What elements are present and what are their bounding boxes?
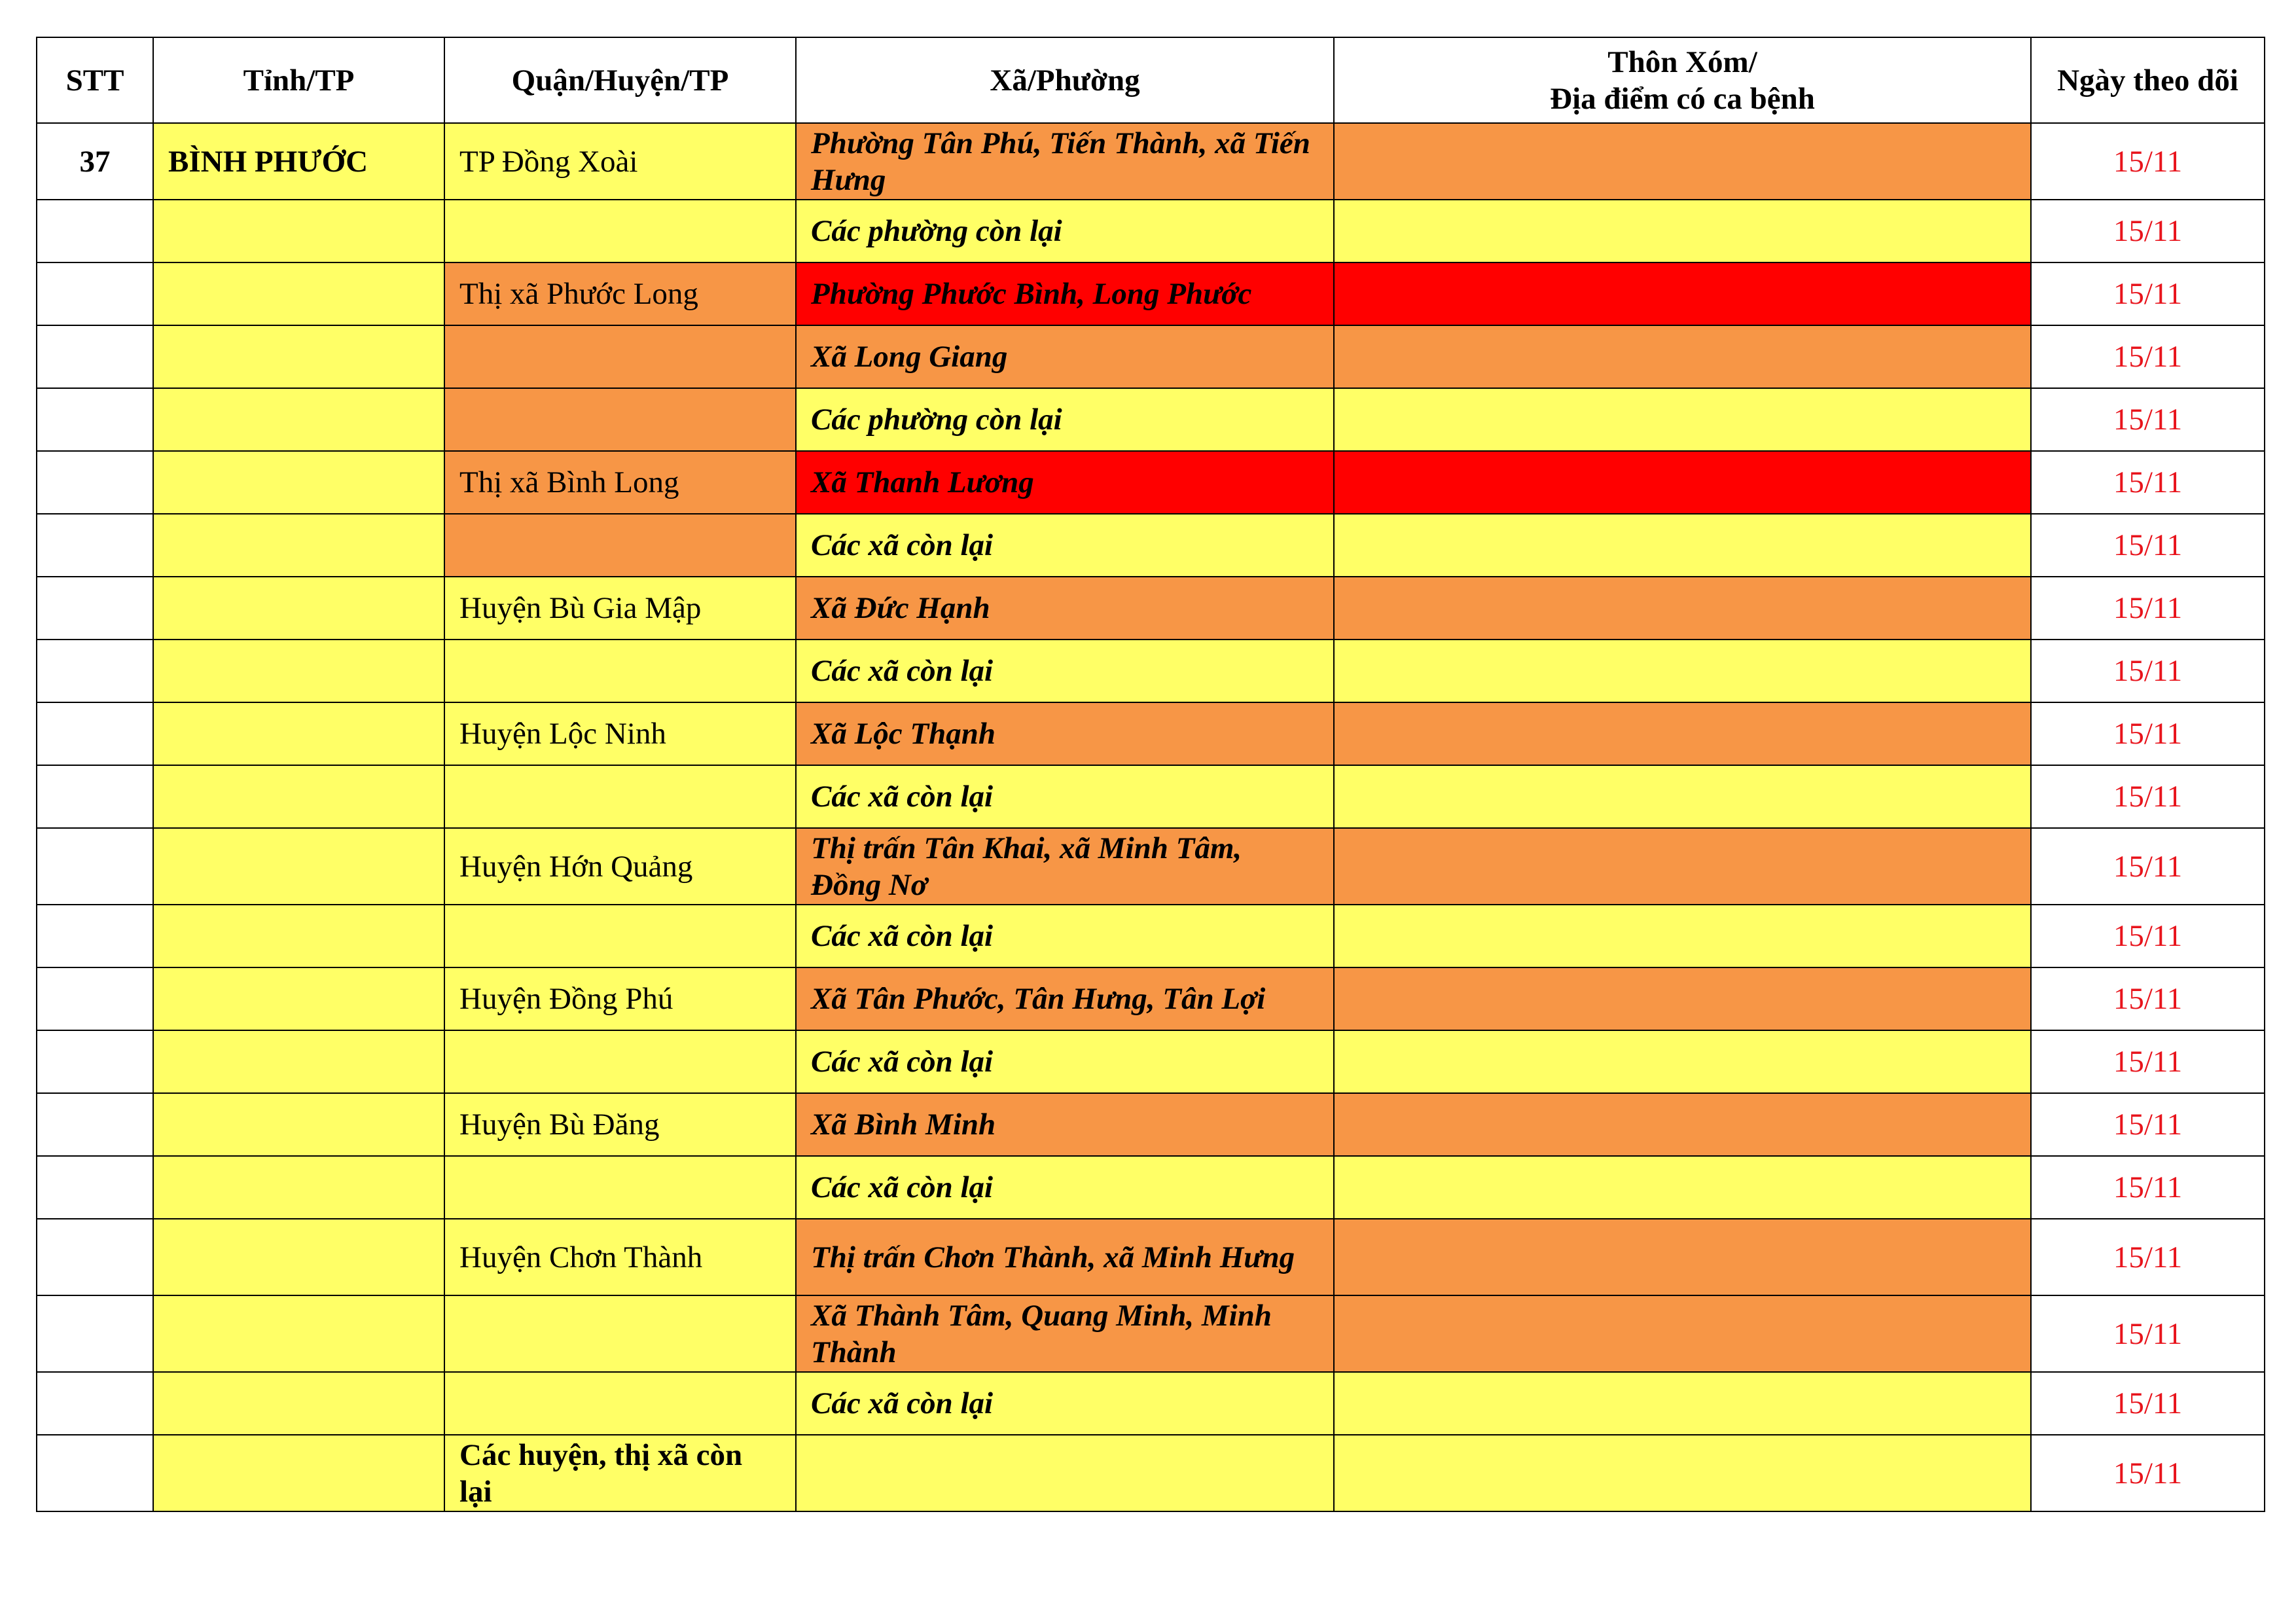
hamlet-cell <box>1334 1030 2031 1093</box>
stt-cell <box>37 1372 153 1435</box>
province-cell <box>153 905 444 967</box>
date-cell: 15/11 <box>2031 640 2265 702</box>
province-cell <box>153 1295 444 1372</box>
province-cell <box>153 451 444 514</box>
stt-cell <box>37 262 153 325</box>
table-row <box>37 967 2265 1030</box>
date-cell: 15/11 <box>2031 1435 2265 1511</box>
district-cell <box>444 765 796 828</box>
commune-cell: Các xã còn lại <box>796 514 1334 577</box>
commune-cell: Thị trấn Chơn Thành, xã Minh Hưng <box>796 1219 1334 1295</box>
date-cell: 15/11 <box>2031 905 2265 967</box>
date-cell: 15/11 <box>2031 1219 2265 1295</box>
district-cell <box>444 325 796 388</box>
province-cell <box>153 200 444 262</box>
header-hamlet-line1: Thôn Xóm/ <box>1607 45 1757 79</box>
hamlet-cell <box>1334 262 2031 325</box>
header-hamlet <box>1334 37 2031 123</box>
hamlet-cell <box>1334 967 2031 1030</box>
date-cell: 15/11 <box>2031 388 2265 451</box>
date-cell: 15/11 <box>2031 1295 2265 1372</box>
province-cell <box>153 1156 444 1219</box>
province-cell <box>153 388 444 451</box>
commune-cell: Thị trấn Tân Khai, xã Minh Tâm, Đồng Nơ <box>796 828 1334 905</box>
zone-table <box>36 37 2265 1512</box>
province-cell <box>153 828 444 905</box>
date-cell: 15/11 <box>2031 1372 2265 1435</box>
province-cell <box>153 640 444 702</box>
province-cell <box>153 967 444 1030</box>
province-cell: BÌNH PHƯỚC <box>153 123 444 200</box>
hamlet-cell <box>1334 1372 2031 1435</box>
stt-cell <box>37 967 153 1030</box>
table-row <box>37 1435 2265 1511</box>
date-cell: 15/11 <box>2031 967 2265 1030</box>
table-row <box>37 640 2265 702</box>
table-row <box>37 514 2265 577</box>
province-cell <box>153 1372 444 1435</box>
table-row <box>37 200 2265 262</box>
table-row <box>37 765 2265 828</box>
table-row <box>37 1372 2265 1435</box>
district-cell <box>444 905 796 967</box>
province-cell <box>153 577 444 640</box>
province-cell <box>153 1030 444 1093</box>
table-row <box>37 1030 2265 1093</box>
table-row <box>37 388 2265 451</box>
table-row <box>37 1295 2265 1372</box>
district-cell: Huyện Bù Gia Mập <box>444 577 796 640</box>
date-cell: 15/11 <box>2031 262 2265 325</box>
province-cell <box>153 1435 444 1511</box>
commune-cell: Các phường còn lại <box>796 388 1334 451</box>
date-cell: 15/11 <box>2031 514 2265 577</box>
hamlet-cell <box>1334 451 2031 514</box>
table-row <box>37 1156 2265 1219</box>
date-cell: 15/11 <box>2031 1093 2265 1156</box>
date-cell: 15/11 <box>2031 577 2265 640</box>
table-row <box>37 702 2265 765</box>
stt-cell <box>37 765 153 828</box>
stt-cell <box>37 1435 153 1511</box>
hamlet-cell <box>1334 1156 2031 1219</box>
commune-cell: Phường Tân Phú, Tiến Thành, xã Tiến Hưng <box>796 123 1334 200</box>
stt-cell: 37 <box>37 123 153 200</box>
hamlet-cell <box>1334 905 2031 967</box>
header-district: Quận/Huyện/TP <box>444 37 796 123</box>
district-cell: Thị xã Bình Long <box>444 451 796 514</box>
stt-cell <box>37 388 153 451</box>
commune-cell: Xã Thanh Lương <box>796 451 1334 514</box>
commune-cell: Các xã còn lại <box>796 640 1334 702</box>
stt-cell <box>37 1295 153 1372</box>
date-cell: 15/11 <box>2031 765 2265 828</box>
district-cell <box>444 200 796 262</box>
hamlet-cell <box>1334 640 2031 702</box>
district-cell: Huyện Chơn Thành <box>444 1219 796 1295</box>
table-row <box>37 905 2265 967</box>
table-row <box>37 262 2265 325</box>
hamlet-cell <box>1334 828 2031 905</box>
date-cell: 15/11 <box>2031 1030 2265 1093</box>
hamlet-cell <box>1334 514 2031 577</box>
commune-cell: Xã Đức Hạnh <box>796 577 1334 640</box>
commune-cell: Các phường còn lại <box>796 200 1334 262</box>
header-stt: STT <box>37 37 153 123</box>
district-cell <box>444 1372 796 1435</box>
district-cell: Huyện Lộc Ninh <box>444 702 796 765</box>
stt-cell <box>37 828 153 905</box>
header-row <box>37 37 2265 123</box>
hamlet-cell <box>1334 765 2031 828</box>
table-row <box>37 123 2265 200</box>
table-row <box>37 451 2265 514</box>
district-cell <box>444 1295 796 1372</box>
province-cell <box>153 765 444 828</box>
commune-cell: Xã Bình Minh <box>796 1093 1334 1156</box>
commune-cell <box>796 1435 1334 1511</box>
district-cell: TP Đồng Xoài <box>444 123 796 200</box>
header-hamlet-line2: Địa điểm có ca bệnh <box>1550 81 1815 116</box>
commune-cell: Xã Tân Phước, Tân Hưng, Tân Lợi <box>796 967 1334 1030</box>
commune-cell: Các xã còn lại <box>796 1372 1334 1435</box>
province-cell <box>153 325 444 388</box>
date-cell: 15/11 <box>2031 123 2265 200</box>
date-cell: 15/11 <box>2031 451 2265 514</box>
stt-cell <box>37 640 153 702</box>
stt-cell <box>37 1156 153 1219</box>
stt-cell <box>37 451 153 514</box>
table-row <box>37 325 2265 388</box>
table-row <box>37 577 2265 640</box>
commune-cell: Xã Lộc Thạnh <box>796 702 1334 765</box>
table-row <box>37 1093 2265 1156</box>
date-cell: 15/11 <box>2031 828 2265 905</box>
district-cell: Các huyện, thị xã còn lại <box>444 1435 796 1511</box>
hamlet-cell <box>1334 123 2031 200</box>
district-cell <box>444 640 796 702</box>
table-row <box>37 828 2265 905</box>
province-cell <box>153 262 444 325</box>
stt-cell <box>37 702 153 765</box>
district-cell <box>444 1030 796 1093</box>
stt-cell <box>37 1030 153 1093</box>
hamlet-cell <box>1334 1219 2031 1295</box>
date-cell: 15/11 <box>2031 1156 2265 1219</box>
hamlet-cell <box>1334 200 2031 262</box>
province-cell <box>153 702 444 765</box>
commune-cell: Xã Long Giang <box>796 325 1334 388</box>
hamlet-cell <box>1334 388 2031 451</box>
stt-cell <box>37 577 153 640</box>
hamlet-cell <box>1334 1435 2031 1511</box>
stt-cell <box>37 905 153 967</box>
commune-cell: Xã Thành Tâm, Quang Minh, Minh Thành <box>796 1295 1334 1372</box>
commune-cell: Các xã còn lại <box>796 905 1334 967</box>
commune-cell: Các xã còn lại <box>796 1156 1334 1219</box>
stt-cell <box>37 514 153 577</box>
date-cell: 15/11 <box>2031 200 2265 262</box>
header-province: Tỉnh/TP <box>153 37 444 123</box>
hamlet-cell <box>1334 577 2031 640</box>
district-cell: Huyện Đồng Phú <box>444 967 796 1030</box>
hamlet-cell <box>1334 325 2031 388</box>
commune-cell: Phường Phước Bình, Long Phước <box>796 262 1334 325</box>
district-cell <box>444 514 796 577</box>
hamlet-cell <box>1334 1295 2031 1372</box>
district-cell <box>444 1156 796 1219</box>
hamlet-cell <box>1334 1093 2031 1156</box>
header-date: Ngày theo dõi <box>2031 37 2265 123</box>
province-cell <box>153 514 444 577</box>
table-body <box>37 123 2265 1511</box>
district-cell: Thị xã Phước Long <box>444 262 796 325</box>
province-cell <box>153 1219 444 1295</box>
stt-cell <box>37 1093 153 1156</box>
date-cell: 15/11 <box>2031 325 2265 388</box>
header-commune: Xã/Phường <box>796 37 1334 123</box>
district-cell <box>444 388 796 451</box>
date-cell: 15/11 <box>2031 702 2265 765</box>
stt-cell <box>37 1219 153 1295</box>
province-cell <box>153 1093 444 1156</box>
stt-cell <box>37 200 153 262</box>
table-row <box>37 1219 2265 1295</box>
hamlet-cell <box>1334 702 2031 765</box>
district-cell: Huyện Bù Đăng <box>444 1093 796 1156</box>
district-cell: Huyện Hớn Quảng <box>444 828 796 905</box>
stt-cell <box>37 325 153 388</box>
commune-cell: Các xã còn lại <box>796 765 1334 828</box>
commune-cell: Các xã còn lại <box>796 1030 1334 1093</box>
